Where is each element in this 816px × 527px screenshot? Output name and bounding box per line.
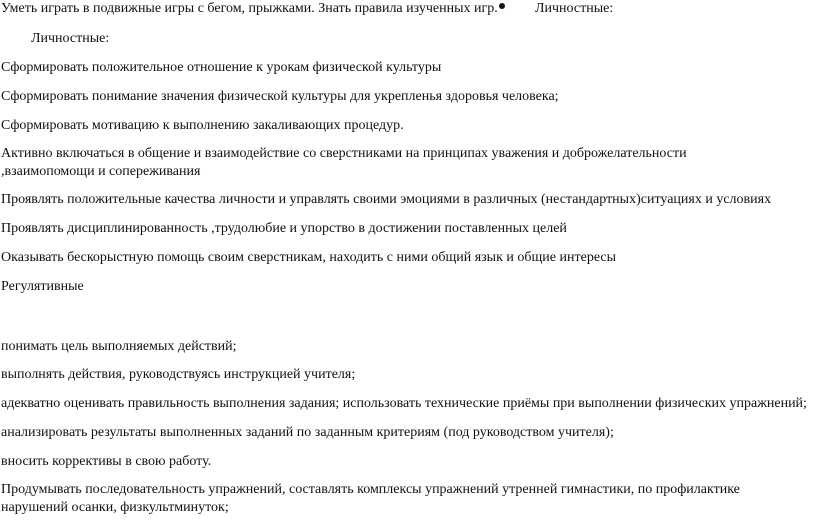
section-label-personal: Личностные: bbox=[31, 31, 110, 46]
regulatory-item-1: понимать цель выполняемых действий; bbox=[1, 339, 237, 354]
personal-item-6: Проявлять дисциплинированность ,трудолюбие и упорство в достижении поставленных целей bbox=[1, 221, 567, 236]
section-label-regulatory: Регулятивные bbox=[1, 279, 84, 294]
personal-item-7: Оказывать бескорыстную помощь своим сверстникам, находить с ними общий язык и общие интересы bbox=[1, 250, 616, 265]
personal-item-1: Сформировать положительное отношение к урокам физической культуры bbox=[1, 60, 442, 75]
personal-item-4: Активно включаться в общение и взаимодействие со сверстниками на принципах уважения и доброжелательности ,взаимопомощи и сопереживания bbox=[1, 146, 687, 179]
regulatory-item-5: вносить коррективы в свою работу. bbox=[1, 454, 212, 469]
intro-line bbox=[1, 0, 782, 18]
bullet-icon bbox=[499, 3, 505, 9]
personal-item-5: Проявлять положительные качества личности и управлять своими эмоциями в различных (нестандартных)ситуациях и условиях bbox=[1, 192, 772, 207]
personal-item-2: Сформировать понимание значения физической культуры для укрепленья здоровья человека; bbox=[1, 89, 559, 104]
regulatory-item-3: адекватно оценивать правильность выполнения задания; использовать технические приёмы при выполнении физических упражнений; bbox=[1, 396, 807, 411]
regulatory-item-6: Продумывать последовательность упражнений, составлять комплексы упражнений утренней гимнастики, по профилактике нарушений осанки, физкультминуток; bbox=[1, 482, 740, 515]
regulatory-item-2: выполнять действия, руководствуясь инструкцией учителя; bbox=[1, 367, 356, 382]
regulatory-item-4: анализировать результаты выполненных заданий по заданным критериям (под руководством учителя); bbox=[1, 425, 614, 440]
intro-right-label: Личностные: bbox=[535, 1, 614, 16]
personal-item-3: Сформировать мотивацию к выполнению закаливающих процедур. bbox=[1, 118, 404, 133]
intro-text: Уметь играть в подвижные игры с бегом, прыжками. Знать правила изученных игр. bbox=[1, 1, 498, 16]
